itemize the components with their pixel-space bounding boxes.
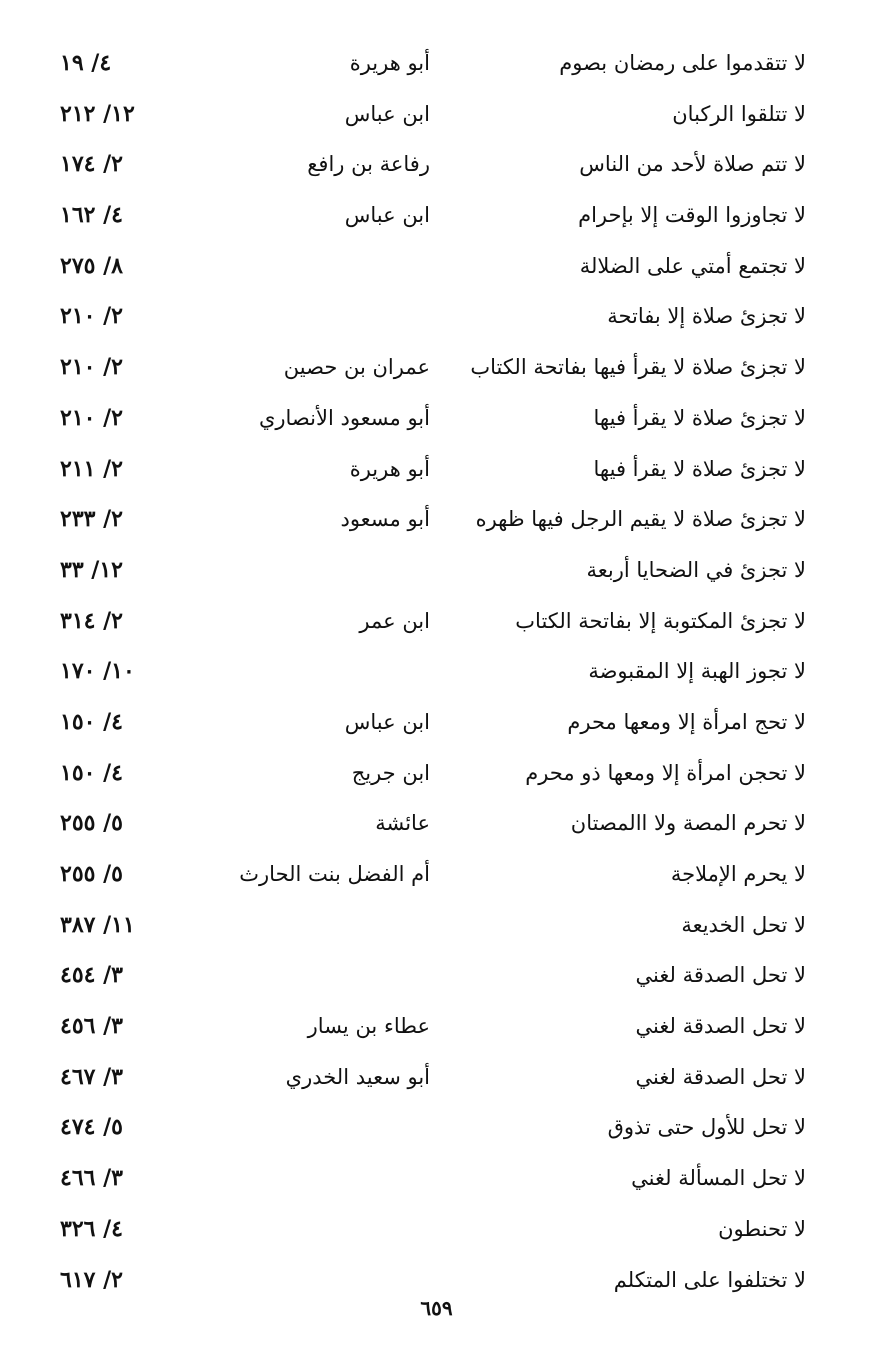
narrator-name: ابن جريج <box>351 760 430 785</box>
index-row <box>0 498 873 549</box>
index-row <box>0 245 873 296</box>
narrator-name: أم الفضل بنت الحارث <box>239 862 430 886</box>
index-row <box>0 752 873 803</box>
hadith-text: لا تحجن امرأة إلا ومعها ذو محرم <box>525 760 806 785</box>
hadith-text: لا تجزئ صلاة لا يقرأ فيها <box>593 456 806 481</box>
volume-page-reference: ٢/ ٦١٧ <box>60 1266 123 1293</box>
volume-page-reference: ٥/ ٤٧٤ <box>60 1114 123 1141</box>
narrator-name: أبو مسعود الأنصاري <box>258 405 430 430</box>
volume-page-reference: ٤/ ١٩ <box>60 50 112 76</box>
index-row <box>0 1157 873 1208</box>
narrator-name: ابن عباس <box>344 101 430 126</box>
volume-page-reference: ٢/ ٢١١ <box>60 455 123 482</box>
narrator-name: أبو سعيد الخدري <box>285 1064 430 1089</box>
index-row <box>0 650 873 701</box>
index-row <box>0 701 873 752</box>
hadith-text: لا تجزئ صلاة إلا بفاتحة <box>607 304 806 329</box>
volume-page-reference: ٣/ ٤٥٦ <box>60 1013 123 1040</box>
hadith-text: لا تحرم المصة ولا االمصتان <box>570 811 806 836</box>
volume-page-reference: ٤/ ١٦٢ <box>60 202 123 229</box>
volume-page-reference: ٥/ ٢٥٥ <box>60 810 123 837</box>
volume-page-reference: ٢/ ٢١٠ <box>60 354 123 381</box>
narrator-name: أبو مسعود <box>340 507 430 532</box>
volume-page-reference: ٤/ ١٥٠ <box>60 708 123 735</box>
hadith-text: لا تحل الصدقة لغني <box>635 1064 806 1089</box>
page-number: ٦٥٩ <box>420 1296 453 1320</box>
hadith-text: لا تحل للأول حتى تذوق <box>607 1115 806 1140</box>
narrator-name: رفاعة بن رافع <box>307 152 430 177</box>
narrator-name: عمران بن حصين <box>283 355 430 380</box>
narrator-name: أبو هريرة <box>349 51 430 75</box>
narrator-name: عائشة <box>375 811 430 836</box>
index-row <box>0 143 873 194</box>
hadith-text: لا تحج امرأة إلا ومعها محرم <box>567 709 806 734</box>
hadith-text: لا تحنطون <box>718 1216 806 1241</box>
volume-page-reference: ٨/ ٢٧٥ <box>60 252 123 279</box>
hadith-text: لا تجزئ صلاة لا يقرأ فيها بفاتحة الكتاب <box>470 355 806 380</box>
index-row <box>0 194 873 245</box>
hadith-text: لا تجزئ في الضحايا أربعة <box>586 557 806 582</box>
volume-page-reference: ٥/ ٢٥٥ <box>60 861 123 887</box>
volume-page-reference: ٤/ ١٥٠ <box>60 759 123 786</box>
hadith-text: لا تتم صلاة لأحد من الناس <box>579 152 806 177</box>
index-row <box>0 1056 873 1107</box>
index-row <box>0 954 873 1005</box>
hadith-text: لا تجوز الهبة إلا المقبوضة <box>588 659 806 684</box>
index-row <box>0 1005 873 1056</box>
hadith-text: لا تجتمع أمتي على الضلالة <box>579 253 806 278</box>
volume-page-reference: ٢/ ٢١٠ <box>60 404 123 431</box>
volume-page-reference: ٣/ ٤٦٧ <box>60 1063 123 1090</box>
index-row <box>0 600 873 651</box>
index-row <box>0 853 873 904</box>
hadith-text: لا تتقدموا على رمضان بصوم <box>559 51 806 75</box>
hadith-text: لا تحل المسألة لغني <box>631 1166 806 1191</box>
volume-page-reference: ٣/ ٤٦٦ <box>60 1165 123 1192</box>
hadith-index-list <box>0 42 873 1309</box>
volume-page-reference: ٤/ ٣٢٦ <box>60 1215 123 1242</box>
index-row <box>0 93 873 144</box>
volume-page-reference: ٢/ ٢١٠ <box>60 303 123 330</box>
volume-page-reference: ١٢/ ٢١٢ <box>60 100 135 127</box>
index-row <box>0 802 873 853</box>
hadith-text: لا تجاوزوا الوقت إلا بإحرام <box>578 203 806 228</box>
narrator-name: ابن عباس <box>344 203 430 228</box>
index-row <box>0 1208 873 1259</box>
volume-page-reference: ١٢/ ٣٣ <box>60 556 123 583</box>
hadith-text: لا تحل الصدقة لغني <box>635 963 806 988</box>
hadith-text: لا تجزئ المكتوبة إلا بفاتحة الكتاب <box>515 608 806 633</box>
narrator-name: ابن عباس <box>344 709 430 734</box>
hadith-text: لا يحرم الإملاجة <box>670 862 806 886</box>
hadith-text: لا تختلفوا على المتكلم <box>613 1267 806 1292</box>
index-row <box>0 397 873 448</box>
index-row <box>0 1106 873 1157</box>
volume-page-reference: ٢/ ٢٣٣ <box>60 506 123 533</box>
volume-page-reference: ١١/ ٣٨٧ <box>60 911 135 938</box>
hadith-text: لا تجزئ صلاة لا يقيم الرجل فيها ظهره <box>475 507 806 532</box>
volume-page-reference: ٣/ ٤٥٤ <box>60 962 123 989</box>
hadith-text: لا تجزئ صلاة لا يقرأ فيها <box>593 405 806 430</box>
hadith-text: لا تحل الصدقة لغني <box>635 1014 806 1039</box>
narrator-name: أبو هريرة <box>349 456 430 481</box>
hadith-text: لا تتلقوا الركبان <box>672 101 806 126</box>
index-row <box>0 295 873 346</box>
index-row <box>0 448 873 499</box>
index-row <box>0 346 873 397</box>
volume-page-reference: ٢/ ١٧٤ <box>60 151 123 178</box>
volume-page-reference: ١٠/ ١٧٠ <box>60 658 135 685</box>
index-row <box>0 42 873 93</box>
index-row <box>0 549 873 600</box>
narrator-name: ابن عمر <box>359 608 430 633</box>
narrator-name: عطاء بن يسار <box>307 1014 430 1039</box>
index-row <box>0 904 873 955</box>
hadith-text: لا تحل الخديعة <box>681 912 806 937</box>
volume-page-reference: ٢/ ٣١٤ <box>60 607 123 634</box>
